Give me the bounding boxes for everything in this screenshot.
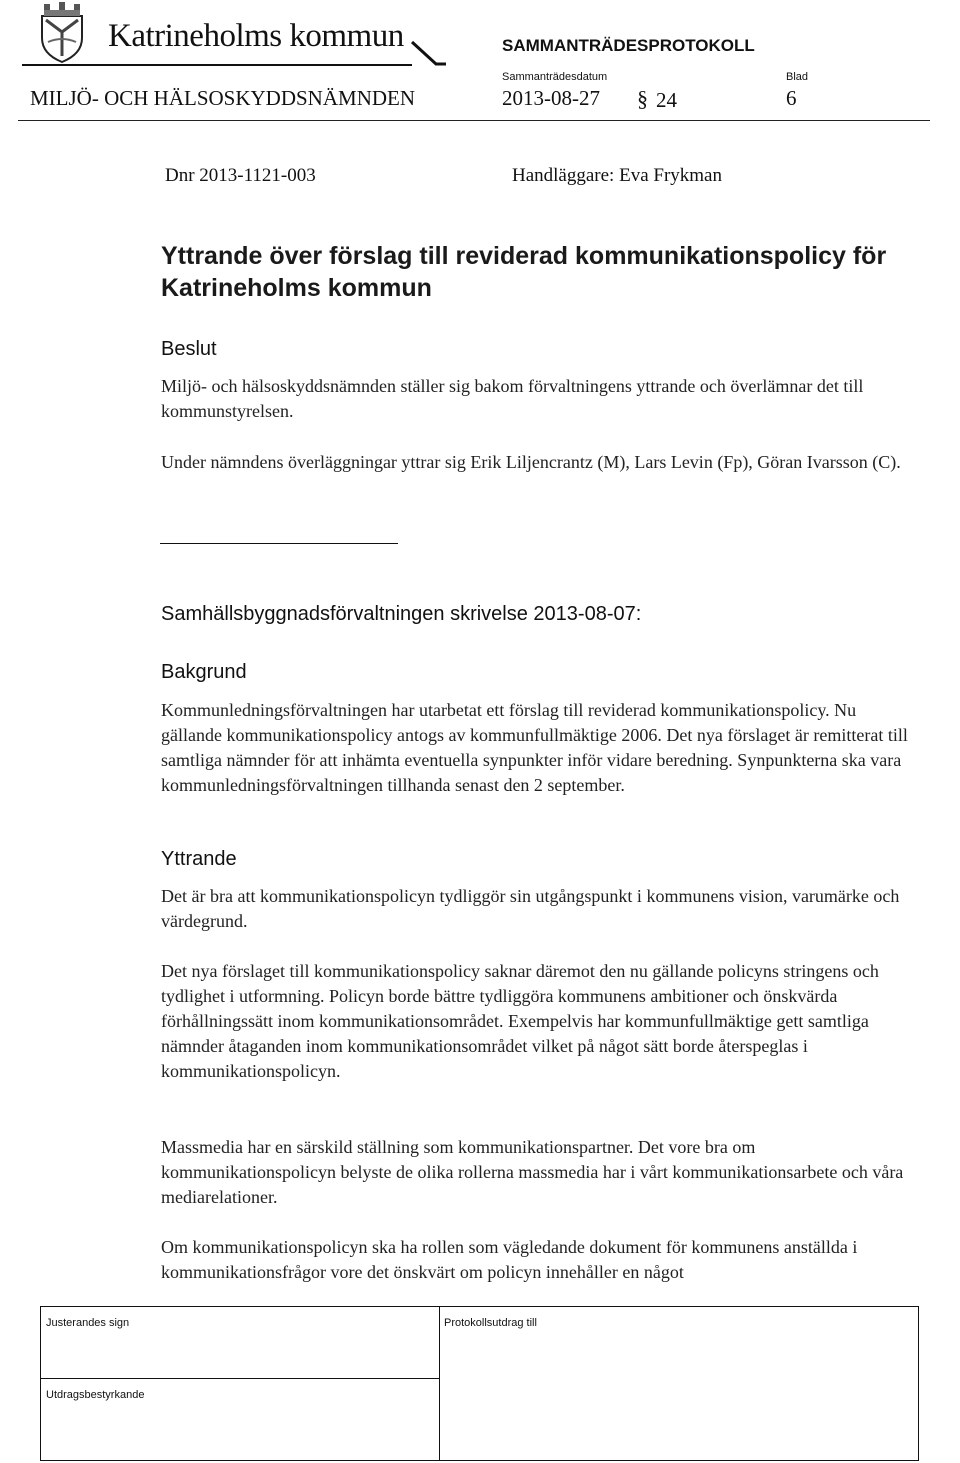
logo-underline — [22, 64, 412, 66]
bakgrund-heading: Bakgrund — [161, 661, 247, 683]
svg-text:§: § — [637, 86, 648, 110]
paragraph-number: 24 — [656, 88, 677, 112]
meeting-date-caption: Sammanträdesdatum — [502, 71, 608, 83]
organization-name: Katrineholms kommun — [108, 18, 404, 54]
meeting-date: 2013-08-27 — [502, 86, 600, 110]
diary-number: Dnr 2013-1121-003 — [165, 165, 316, 186]
document-title: Yttrande över förslag till reviderad kommunikationspolicy för Katrineholms kommun — [161, 242, 887, 302]
signature-box-divider — [40, 1378, 440, 1379]
committee-name: MILJÖ- OCH HÄLSOSKYDDSNÄMNDEN — [30, 86, 416, 110]
beslut-paragraph: Miljö- och hälsoskyddsnämnden ställer sig bakom förvaltningens yttrande och överlämnar det till kommunstyrelsen. — [161, 376, 864, 421]
section-divider — [160, 543, 398, 544]
yttrande-paragraph: Massmedia har en särskild ställning som kommunikationspartner. Det vore bra om kommunikationspolicyn belyste de olika rollerna massmedia har i vårt kommunikationsarbete och våra mediarelationer. — [161, 1137, 904, 1207]
document-type: SAMMANTRÄDESPROTOKOLL — [502, 36, 755, 55]
case-handler: Handläggare: Eva Frykman — [512, 165, 722, 186]
signature-box — [40, 1306, 919, 1461]
beslut-participants-paragraph: Under nämndens överläggningar yttrar sig Erik Liljencrantz (M), Lars Levin (Fp), Göran Ivarsson (C). — [161, 452, 901, 472]
page-caption: Blad — [786, 71, 809, 83]
paragraph-section-icon — [636, 86, 654, 110]
municipal-crest-logo — [38, 2, 86, 64]
signature-box-divider — [439, 1306, 440, 1461]
yttrande-heading: Yttrande — [161, 848, 237, 870]
yttrande-paragraph: Det nya förslaget till kommunikationspolicy saknar däremot den nu gällande policyns stringens och tydlighet i utformning. Policyn borde bättre tydliggöra kommunens ambitioner och önskvärda förhållningssätt inom kommunikationsområdet. Exempelvis har kommunfullmäktige gett samtliga nämnder åtaganden inom kommunikationsområdet vilket på något sätt borde återspeglas i kommunikationspolicyn. — [161, 961, 879, 1081]
protokollsutdrag-label: Protokollsutdrag till — [444, 1317, 537, 1329]
header-divider — [18, 120, 930, 121]
utdragsbestyrkande-label: Utdragsbestyrkande — [46, 1389, 145, 1401]
logo-swoosh-icon — [410, 40, 448, 68]
page-number: 6 — [786, 86, 797, 110]
justerandes-sign-label: Justerandes sign — [46, 1317, 130, 1329]
skrivelse-heading: Samhällsbyggnadsförvaltningen skrivelse 2013-08-07: — [161, 603, 642, 625]
yttrande-paragraph: Om kommunikationspolicyn ska ha rollen som vägledande dokument för kommunens anställda i kommunikationsfrågor vore det önskvärt om policyn innehåller en något — [161, 1237, 858, 1282]
yttrande-paragraph: Det är bra att kommunikationspolicyn tydliggör sin utgångspunkt i kommunens vision, varumärke och värdegrund. — [161, 886, 900, 931]
bakgrund-paragraph: Kommunledningsförvaltningen har utarbetat ett förslag till reviderad kommunikationspolicy. Nu gällande kommunikationspolicy antogs av kommunfullmäktige 2006. Det nya förslaget är remitterat till samtliga nämnder för att inhämta eventuella synpunkter inför vidare beredning. Synpunkterna ska vara kommunledningsförvaltningen tillhanda senast den 2 september. — [161, 700, 908, 795]
beslut-heading: Beslut — [161, 338, 217, 360]
